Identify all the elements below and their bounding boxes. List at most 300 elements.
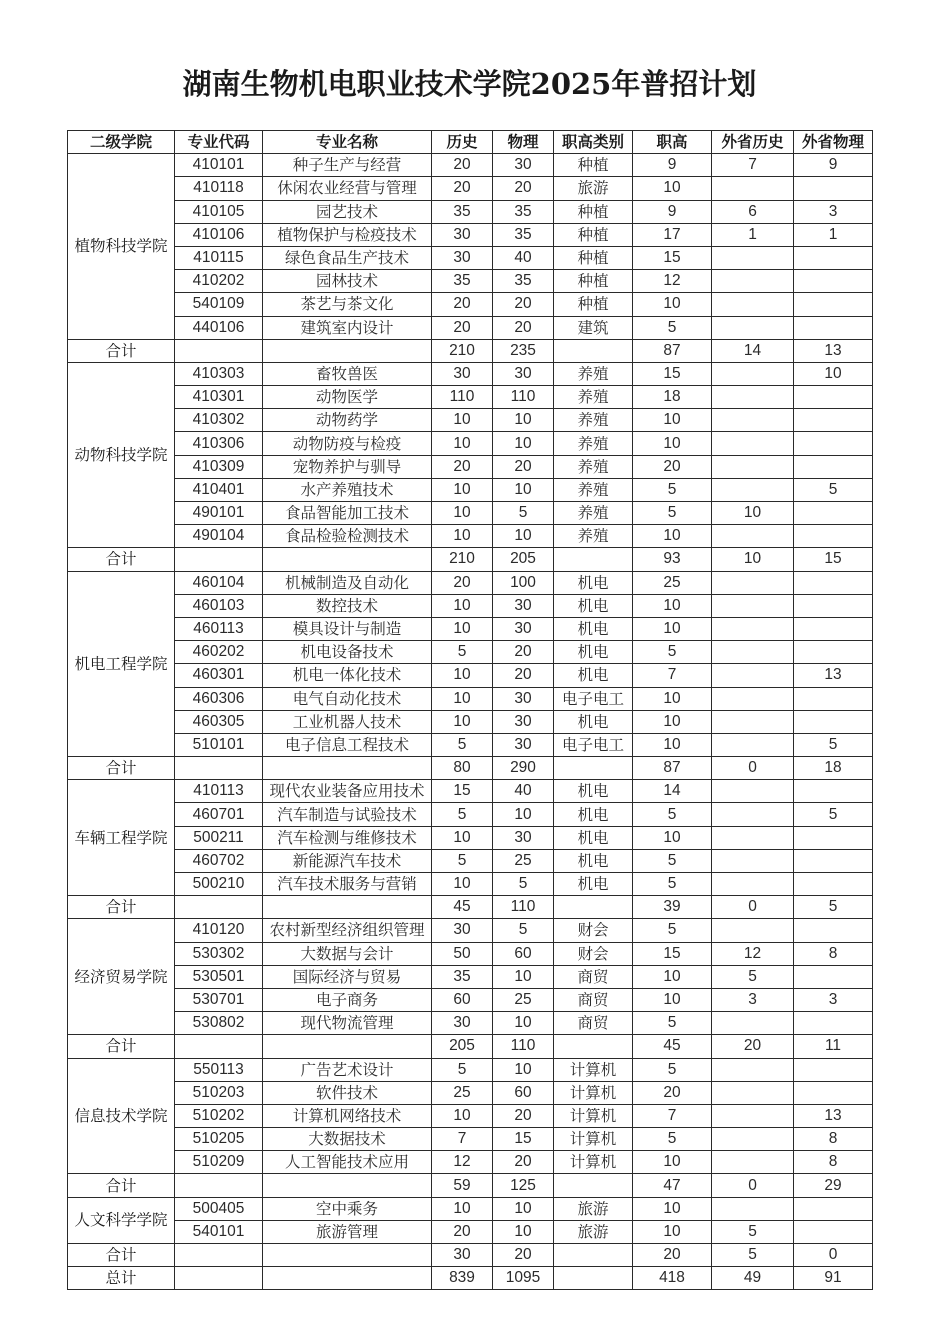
out-province-physics-count bbox=[794, 710, 873, 733]
empty-cell bbox=[175, 1174, 263, 1197]
physics-count: 60 bbox=[493, 942, 554, 965]
major-name: 园艺技术 bbox=[263, 200, 432, 223]
out-province-physics-count: 8 bbox=[794, 942, 873, 965]
out-province-history-count bbox=[712, 246, 794, 269]
vocational-category: 种植 bbox=[554, 223, 633, 246]
physics-count: 35 bbox=[493, 223, 554, 246]
major-code: 540109 bbox=[175, 293, 263, 316]
subtotal-out-physics: 13 bbox=[794, 339, 873, 362]
table-row bbox=[68, 1220, 873, 1243]
major-name: 国际经济与贸易 bbox=[263, 965, 432, 988]
vocational-count: 7 bbox=[633, 1104, 712, 1127]
major-name: 种子生产与经营 bbox=[263, 154, 432, 177]
major-name: 电子商务 bbox=[263, 988, 432, 1011]
table-row bbox=[68, 919, 873, 942]
out-province-physics-count: 1 bbox=[794, 223, 873, 246]
history-count: 60 bbox=[432, 988, 493, 1011]
major-name: 建筑室内设计 bbox=[263, 316, 432, 339]
history-count: 20 bbox=[432, 177, 493, 200]
out-province-physics-count bbox=[794, 316, 873, 339]
grand-total-vocational: 418 bbox=[633, 1267, 712, 1290]
table-row bbox=[68, 803, 873, 826]
history-count: 5 bbox=[432, 733, 493, 756]
out-province-history-count bbox=[712, 641, 794, 664]
subtotal-label: 合计 bbox=[68, 757, 175, 780]
out-province-physics-count bbox=[794, 780, 873, 803]
college-name: 机电工程学院 bbox=[68, 571, 175, 757]
physics-count: 10 bbox=[493, 409, 554, 432]
out-province-history-count: 5 bbox=[712, 965, 794, 988]
physics-count: 110 bbox=[493, 386, 554, 409]
table-row bbox=[68, 154, 873, 177]
college-name: 车辆工程学院 bbox=[68, 780, 175, 896]
out-province-physics-count bbox=[794, 270, 873, 293]
major-code: 460301 bbox=[175, 664, 263, 687]
history-count: 5 bbox=[432, 803, 493, 826]
major-name: 食品检验检测技术 bbox=[263, 525, 432, 548]
out-province-physics-count bbox=[794, 849, 873, 872]
vocational-category: 机电 bbox=[554, 803, 633, 826]
empty-cell bbox=[554, 1244, 633, 1267]
history-count: 20 bbox=[432, 316, 493, 339]
major-name: 宠物养护与驯导 bbox=[263, 455, 432, 478]
table-row bbox=[68, 223, 873, 246]
out-province-history-count bbox=[712, 733, 794, 756]
table-row bbox=[68, 432, 873, 455]
vocational-count: 10 bbox=[633, 710, 712, 733]
column-header: 专业代码 bbox=[175, 131, 263, 154]
major-name: 人工智能技术应用 bbox=[263, 1151, 432, 1174]
vocational-category: 养殖 bbox=[554, 478, 633, 501]
vocational-category: 商贸 bbox=[554, 1012, 633, 1035]
major-code: 460202 bbox=[175, 641, 263, 664]
physics-count: 5 bbox=[493, 502, 554, 525]
major-code: 410118 bbox=[175, 177, 263, 200]
out-province-physics-count: 3 bbox=[794, 988, 873, 1011]
subtotal-out-history: 0 bbox=[712, 757, 794, 780]
vocational-count: 5 bbox=[633, 1058, 712, 1081]
empty-cell bbox=[263, 339, 432, 362]
table-row bbox=[68, 641, 873, 664]
history-count: 5 bbox=[432, 1058, 493, 1081]
empty-cell bbox=[175, 1244, 263, 1267]
vocational-count: 5 bbox=[633, 1012, 712, 1035]
empty-cell bbox=[263, 1267, 432, 1290]
major-code: 460306 bbox=[175, 687, 263, 710]
major-code: 410401 bbox=[175, 478, 263, 501]
major-name: 大数据与会计 bbox=[263, 942, 432, 965]
subtotal-out-physics: 15 bbox=[794, 548, 873, 571]
vocational-category: 机电 bbox=[554, 571, 633, 594]
enrollment-plan-table bbox=[67, 130, 873, 1290]
history-count: 35 bbox=[432, 965, 493, 988]
out-province-physics-count bbox=[794, 617, 873, 640]
out-province-history-count bbox=[712, 1151, 794, 1174]
vocational-category: 计算机 bbox=[554, 1151, 633, 1174]
history-count: 10 bbox=[432, 1197, 493, 1220]
major-name: 植物保护与检疫技术 bbox=[263, 223, 432, 246]
major-code: 410113 bbox=[175, 780, 263, 803]
vocational-category: 养殖 bbox=[554, 432, 633, 455]
vocational-category: 种植 bbox=[554, 270, 633, 293]
table-row bbox=[68, 1081, 873, 1104]
history-count: 20 bbox=[432, 571, 493, 594]
empty-cell bbox=[263, 1035, 432, 1058]
history-count: 10 bbox=[432, 826, 493, 849]
subtotal-row bbox=[68, 1244, 873, 1267]
table-row bbox=[68, 664, 873, 687]
physics-count: 10 bbox=[493, 525, 554, 548]
major-code: 460702 bbox=[175, 849, 263, 872]
major-code: 460305 bbox=[175, 710, 263, 733]
history-count: 10 bbox=[432, 525, 493, 548]
table-row bbox=[68, 386, 873, 409]
empty-cell bbox=[554, 1267, 633, 1290]
empty-cell bbox=[175, 896, 263, 919]
out-province-history-count bbox=[712, 525, 794, 548]
vocational-count: 5 bbox=[633, 316, 712, 339]
subtotal-row bbox=[68, 339, 873, 362]
vocational-category: 机电 bbox=[554, 849, 633, 872]
table-body bbox=[68, 154, 873, 1290]
out-province-physics-count: 8 bbox=[794, 1151, 873, 1174]
page-title: 湖南生物机电职业技术学院2025年普招计划 bbox=[182, 67, 757, 101]
subtotal-physics: 110 bbox=[493, 1035, 554, 1058]
table-row bbox=[68, 780, 873, 803]
major-name: 畜牧兽医 bbox=[263, 362, 432, 385]
out-province-history-count bbox=[712, 849, 794, 872]
vocational-count: 10 bbox=[633, 525, 712, 548]
major-code: 410306 bbox=[175, 432, 263, 455]
major-code: 500405 bbox=[175, 1197, 263, 1220]
physics-count: 30 bbox=[493, 826, 554, 849]
subtotal-label: 合计 bbox=[68, 339, 175, 362]
major-name: 工业机器人技术 bbox=[263, 710, 432, 733]
major-code: 440106 bbox=[175, 316, 263, 339]
history-count: 20 bbox=[432, 154, 493, 177]
empty-cell bbox=[263, 757, 432, 780]
vocational-count: 7 bbox=[633, 664, 712, 687]
empty-cell bbox=[554, 1035, 633, 1058]
vocational-category: 旅游 bbox=[554, 1220, 633, 1243]
vocational-count: 14 bbox=[633, 780, 712, 803]
major-name: 绿色食品生产技术 bbox=[263, 246, 432, 269]
vocational-category: 电子电工 bbox=[554, 687, 633, 710]
column-header: 二级学院 bbox=[68, 131, 175, 154]
subtotal-out-physics: 11 bbox=[794, 1035, 873, 1058]
grand-total-physics: 1095 bbox=[493, 1267, 554, 1290]
history-count: 20 bbox=[432, 293, 493, 316]
physics-count: 20 bbox=[493, 1151, 554, 1174]
physics-count: 60 bbox=[493, 1081, 554, 1104]
out-province-history-count bbox=[712, 594, 794, 617]
subtotal-history: 30 bbox=[432, 1244, 493, 1267]
out-province-physics-count bbox=[794, 687, 873, 710]
subtotal-history: 210 bbox=[432, 339, 493, 362]
vocational-count: 10 bbox=[633, 432, 712, 455]
major-name: 园林技术 bbox=[263, 270, 432, 293]
out-province-physics-count bbox=[794, 873, 873, 896]
vocational-category: 机电 bbox=[554, 826, 633, 849]
vocational-category: 财会 bbox=[554, 942, 633, 965]
empty-cell bbox=[263, 548, 432, 571]
physics-count: 10 bbox=[493, 1012, 554, 1035]
subtotal-row bbox=[68, 1174, 873, 1197]
out-province-physics-count bbox=[794, 246, 873, 269]
subtotal-history: 80 bbox=[432, 757, 493, 780]
table-row bbox=[68, 1151, 873, 1174]
college-name: 动物科技学院 bbox=[68, 362, 175, 548]
table-row bbox=[68, 409, 873, 432]
column-header: 职高类别 bbox=[554, 131, 633, 154]
subtotal-physics: 205 bbox=[493, 548, 554, 571]
out-province-physics-count: 13 bbox=[794, 1104, 873, 1127]
out-province-history-count bbox=[712, 873, 794, 896]
grand-total-out-history: 49 bbox=[712, 1267, 794, 1290]
history-count: 5 bbox=[432, 641, 493, 664]
major-name: 休闲农业经营与管理 bbox=[263, 177, 432, 200]
vocational-count: 12 bbox=[633, 270, 712, 293]
vocational-count: 10 bbox=[633, 733, 712, 756]
physics-count: 20 bbox=[493, 177, 554, 200]
major-name: 计算机网络技术 bbox=[263, 1104, 432, 1127]
vocational-category: 商贸 bbox=[554, 988, 633, 1011]
physics-count: 35 bbox=[493, 270, 554, 293]
out-province-physics-count: 5 bbox=[794, 478, 873, 501]
major-name: 汽车技术服务与营销 bbox=[263, 873, 432, 896]
major-name: 农村新型经济组织管理 bbox=[263, 919, 432, 942]
history-count: 35 bbox=[432, 270, 493, 293]
history-count: 10 bbox=[432, 664, 493, 687]
history-count: 10 bbox=[432, 478, 493, 501]
subtotal-vocational: 20 bbox=[633, 1244, 712, 1267]
subtotal-out-history: 20 bbox=[712, 1035, 794, 1058]
history-count: 12 bbox=[432, 1151, 493, 1174]
out-province-physics-count: 5 bbox=[794, 803, 873, 826]
out-province-history-count bbox=[712, 1081, 794, 1104]
vocational-count: 25 bbox=[633, 571, 712, 594]
out-province-history-count bbox=[712, 478, 794, 501]
vocational-category: 建筑 bbox=[554, 316, 633, 339]
vocational-count: 5 bbox=[633, 849, 712, 872]
vocational-category: 养殖 bbox=[554, 409, 633, 432]
vocational-count: 17 bbox=[633, 223, 712, 246]
out-province-history-count bbox=[712, 687, 794, 710]
vocational-count: 10 bbox=[633, 293, 712, 316]
empty-cell bbox=[175, 757, 263, 780]
subtotal-out-physics: 0 bbox=[794, 1244, 873, 1267]
table-row bbox=[68, 617, 873, 640]
major-name: 食品智能加工技术 bbox=[263, 502, 432, 525]
vocational-count: 9 bbox=[633, 200, 712, 223]
history-count: 20 bbox=[432, 455, 493, 478]
major-name: 广告艺术设计 bbox=[263, 1058, 432, 1081]
vocational-category: 计算机 bbox=[554, 1128, 633, 1151]
empty-cell bbox=[175, 1035, 263, 1058]
vocational-category: 电子电工 bbox=[554, 733, 633, 756]
history-count: 30 bbox=[432, 362, 493, 385]
history-count: 10 bbox=[432, 1104, 493, 1127]
out-province-history-count bbox=[712, 1128, 794, 1151]
table-row bbox=[68, 594, 873, 617]
major-code: 530802 bbox=[175, 1012, 263, 1035]
vocational-category: 养殖 bbox=[554, 455, 633, 478]
out-province-physics-count bbox=[794, 455, 873, 478]
subtotal-row bbox=[68, 548, 873, 571]
out-province-history-count bbox=[712, 432, 794, 455]
major-name: 模具设计与制造 bbox=[263, 617, 432, 640]
major-name: 旅游管理 bbox=[263, 1220, 432, 1243]
out-province-history-count bbox=[712, 803, 794, 826]
major-code: 460104 bbox=[175, 571, 263, 594]
out-province-physics-count bbox=[794, 965, 873, 988]
vocational-category: 计算机 bbox=[554, 1081, 633, 1104]
column-header: 物理 bbox=[493, 131, 554, 154]
empty-cell bbox=[175, 548, 263, 571]
physics-count: 30 bbox=[493, 617, 554, 640]
subtotal-out-physics: 5 bbox=[794, 896, 873, 919]
subtotal-label: 合计 bbox=[68, 548, 175, 571]
empty-cell bbox=[554, 896, 633, 919]
out-province-history-count: 7 bbox=[712, 154, 794, 177]
subtotal-vocational: 87 bbox=[633, 757, 712, 780]
college-name: 植物科技学院 bbox=[68, 154, 175, 340]
physics-count: 20 bbox=[493, 316, 554, 339]
subtotal-physics: 110 bbox=[493, 896, 554, 919]
out-province-history-count bbox=[712, 316, 794, 339]
vocational-count: 5 bbox=[633, 803, 712, 826]
vocational-count: 10 bbox=[633, 826, 712, 849]
column-header: 历史 bbox=[432, 131, 493, 154]
major-code: 490104 bbox=[175, 525, 263, 548]
out-province-physics-count bbox=[794, 386, 873, 409]
history-count: 110 bbox=[432, 386, 493, 409]
grand-total-row bbox=[68, 1267, 873, 1290]
major-name: 机械制造及自动化 bbox=[263, 571, 432, 594]
out-province-physics-count bbox=[794, 293, 873, 316]
physics-count: 30 bbox=[493, 362, 554, 385]
physics-count: 30 bbox=[493, 594, 554, 617]
physics-count: 5 bbox=[493, 873, 554, 896]
major-name: 新能源汽车技术 bbox=[263, 849, 432, 872]
major-name: 大数据技术 bbox=[263, 1128, 432, 1151]
subtotal-vocational: 45 bbox=[633, 1035, 712, 1058]
out-province-physics-count bbox=[794, 1058, 873, 1081]
major-code: 500211 bbox=[175, 826, 263, 849]
vocational-count: 10 bbox=[633, 409, 712, 432]
physics-count: 20 bbox=[493, 455, 554, 478]
history-count: 10 bbox=[432, 617, 493, 640]
major-code: 410115 bbox=[175, 246, 263, 269]
out-province-history-count bbox=[712, 710, 794, 733]
subtotal-row bbox=[68, 896, 873, 919]
out-province-history-count: 12 bbox=[712, 942, 794, 965]
table-row bbox=[68, 1197, 873, 1220]
vocational-category: 机电 bbox=[554, 641, 633, 664]
history-count: 15 bbox=[432, 780, 493, 803]
physics-count: 30 bbox=[493, 687, 554, 710]
history-count: 10 bbox=[432, 409, 493, 432]
out-province-history-count bbox=[712, 293, 794, 316]
out-province-physics-count bbox=[794, 919, 873, 942]
subtotal-out-history: 0 bbox=[712, 1174, 794, 1197]
major-code: 490101 bbox=[175, 502, 263, 525]
out-province-history-count: 6 bbox=[712, 200, 794, 223]
empty-cell bbox=[554, 757, 633, 780]
physics-count: 40 bbox=[493, 246, 554, 269]
vocational-category: 种植 bbox=[554, 200, 633, 223]
vocational-category: 旅游 bbox=[554, 1197, 633, 1220]
history-count: 10 bbox=[432, 687, 493, 710]
vocational-category: 计算机 bbox=[554, 1058, 633, 1081]
major-code: 410303 bbox=[175, 362, 263, 385]
out-province-history-count bbox=[712, 617, 794, 640]
history-count: 7 bbox=[432, 1128, 493, 1151]
physics-count: 35 bbox=[493, 200, 554, 223]
history-count: 10 bbox=[432, 432, 493, 455]
physics-count: 20 bbox=[493, 1104, 554, 1127]
physics-count: 10 bbox=[493, 965, 554, 988]
column-header: 专业名称 bbox=[263, 131, 432, 154]
out-province-history-count bbox=[712, 780, 794, 803]
table-row bbox=[68, 478, 873, 501]
out-province-history-count: 1 bbox=[712, 223, 794, 246]
physics-count: 30 bbox=[493, 154, 554, 177]
empty-cell bbox=[175, 1267, 263, 1290]
history-count: 10 bbox=[432, 502, 493, 525]
physics-count: 10 bbox=[493, 432, 554, 455]
table-row bbox=[68, 873, 873, 896]
out-province-history-count bbox=[712, 826, 794, 849]
physics-count: 25 bbox=[493, 988, 554, 1011]
table-row bbox=[68, 988, 873, 1011]
empty-cell bbox=[263, 1174, 432, 1197]
vocational-category: 机电 bbox=[554, 873, 633, 896]
major-code: 500210 bbox=[175, 873, 263, 896]
table-row bbox=[68, 849, 873, 872]
major-name: 空中乘务 bbox=[263, 1197, 432, 1220]
out-province-history-count bbox=[712, 1104, 794, 1127]
subtotal-out-history: 5 bbox=[712, 1244, 794, 1267]
vocational-count: 10 bbox=[633, 988, 712, 1011]
major-code: 510209 bbox=[175, 1151, 263, 1174]
vocational-category: 机电 bbox=[554, 617, 633, 640]
out-province-physics-count bbox=[794, 409, 873, 432]
table-row bbox=[68, 942, 873, 965]
major-name: 动物医学 bbox=[263, 386, 432, 409]
subtotal-out-history: 0 bbox=[712, 896, 794, 919]
header-row bbox=[68, 131, 873, 154]
subtotal-out-physics: 29 bbox=[794, 1174, 873, 1197]
out-province-physics-count bbox=[794, 177, 873, 200]
out-province-physics-count: 5 bbox=[794, 733, 873, 756]
subtotal-label: 合计 bbox=[68, 1174, 175, 1197]
out-province-physics-count: 9 bbox=[794, 154, 873, 177]
out-province-physics-count: 13 bbox=[794, 664, 873, 687]
column-header: 外省物理 bbox=[794, 131, 873, 154]
major-name: 汽车检测与维修技术 bbox=[263, 826, 432, 849]
table-row bbox=[68, 525, 873, 548]
table-row bbox=[68, 1058, 873, 1081]
vocational-count: 5 bbox=[633, 478, 712, 501]
vocational-category: 机电 bbox=[554, 710, 633, 733]
major-code: 530302 bbox=[175, 942, 263, 965]
out-province-physics-count bbox=[794, 1220, 873, 1243]
history-count: 10 bbox=[432, 873, 493, 896]
vocational-category: 财会 bbox=[554, 919, 633, 942]
physics-count: 10 bbox=[493, 1197, 554, 1220]
major-name: 电气自动化技术 bbox=[263, 687, 432, 710]
